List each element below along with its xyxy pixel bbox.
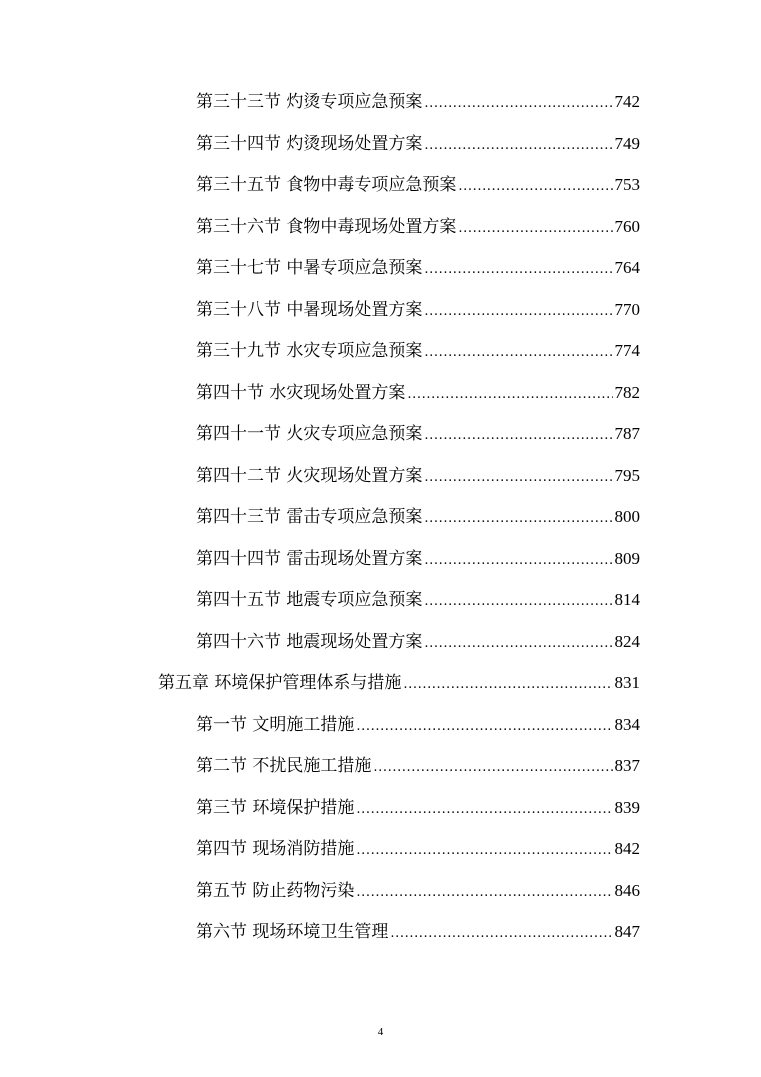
toc-entry[interactable] bbox=[196, 713, 640, 737]
toc-entry[interactable] bbox=[196, 298, 640, 322]
toc-entry-page: 842 bbox=[614, 839, 640, 858]
toc-entry-title: 第一节 文明施工措施 bbox=[196, 714, 355, 735]
toc-dot-leader bbox=[424, 509, 612, 529]
toc-entry-page: 831 bbox=[614, 673, 640, 692]
toc-entry[interactable] bbox=[196, 837, 640, 861]
toc-entry-title: 第四十五节 地震专项应急预案 bbox=[196, 590, 423, 610]
toc-dot-leader bbox=[390, 924, 612, 944]
toc-entry-page: 749 bbox=[614, 133, 640, 153]
toc-dot-leader bbox=[424, 94, 612, 114]
toc-dot-leader bbox=[458, 177, 612, 197]
toc-entry-page: 824 bbox=[614, 631, 640, 651]
toc-entry-page: 809 bbox=[614, 548, 640, 568]
toc-entry[interactable] bbox=[196, 381, 640, 405]
toc-entry[interactable] bbox=[196, 422, 640, 446]
toc-entry-page: 800 bbox=[614, 507, 640, 526]
toc-entry-title: 第三十七节 中暑专项应急预案 bbox=[196, 258, 423, 278]
toc-dot-leader bbox=[424, 551, 612, 571]
toc-entry[interactable] bbox=[196, 588, 640, 612]
toc-dot-leader bbox=[424, 468, 612, 488]
toc-entry-title: 第四十二节 火灾现场处置方案 bbox=[196, 465, 423, 486]
toc-dot-leader bbox=[407, 385, 612, 405]
toc-entry-title: 第二节 不扰民施工措施 bbox=[196, 756, 372, 776]
toc-entry[interactable] bbox=[196, 256, 640, 280]
toc-entry[interactable] bbox=[196, 505, 640, 529]
toc-dot-leader bbox=[424, 426, 612, 446]
toc-entry[interactable] bbox=[196, 464, 640, 488]
toc-entry-title: 第四节 现场消防措施 bbox=[196, 839, 355, 859]
toc-entry-page: 847 bbox=[614, 922, 640, 941]
toc-entry[interactable] bbox=[196, 754, 640, 778]
toc-entry-page: 764 bbox=[614, 258, 640, 277]
toc-entry[interactable] bbox=[196, 339, 640, 363]
toc-entry-title: 第四十四节 雷击现场处置方案 bbox=[196, 548, 423, 569]
toc-dot-leader bbox=[356, 841, 612, 861]
toc-dot-leader bbox=[424, 592, 612, 612]
toc-entry-title: 第三十四节 灼烫现场处置方案 bbox=[196, 133, 423, 154]
toc-dot-leader bbox=[424, 136, 612, 156]
toc-entry-page: 760 bbox=[614, 216, 640, 236]
toc-chapter-entry[interactable] bbox=[158, 671, 640, 695]
toc-dot-leader bbox=[356, 883, 612, 903]
toc-dot-leader bbox=[424, 634, 612, 654]
toc-entry-title: 第四十六节 地震现场处置方案 bbox=[196, 631, 423, 652]
toc-dot-leader bbox=[424, 343, 612, 363]
toc-entry-page: 839 bbox=[614, 797, 640, 817]
toc-entry[interactable] bbox=[196, 90, 640, 114]
toc-dot-leader bbox=[373, 758, 612, 778]
toc-entry-page: 774 bbox=[614, 341, 640, 360]
toc-entry-title: 第三十五节 食物中毒专项应急预案 bbox=[196, 175, 457, 195]
toc-entry[interactable] bbox=[196, 796, 640, 820]
toc-dot-leader bbox=[458, 219, 612, 239]
toc-entry-page: 770 bbox=[614, 299, 640, 319]
toc-entry[interactable] bbox=[196, 630, 640, 654]
toc-entry-title: 第六节 现场环境卫生管理 bbox=[196, 922, 389, 942]
toc-entry-title: 第三十三节 灼烫专项应急预案 bbox=[196, 92, 423, 112]
toc-entry-title: 第四十三节 雷击专项应急预案 bbox=[196, 507, 423, 527]
toc-entry-title: 第三十六节 食物中毒现场处置方案 bbox=[196, 216, 457, 237]
toc-entry-page: 837 bbox=[614, 756, 640, 775]
toc-entry-title: 第三十九节 水灾专项应急预案 bbox=[196, 341, 423, 361]
toc-entry[interactable] bbox=[196, 920, 640, 944]
toc-entry-page: 753 bbox=[614, 175, 640, 194]
toc-entry-page: 795 bbox=[614, 465, 640, 485]
toc-entry-title: 第四十一节 火灾专项应急预案 bbox=[196, 424, 423, 444]
page-number: 4 bbox=[377, 1026, 384, 1038]
toc-entry-page: 787 bbox=[614, 424, 640, 443]
toc-entry[interactable] bbox=[196, 879, 640, 903]
toc-entry-title: 第三节 环境保护措施 bbox=[196, 797, 355, 818]
toc-entry-title: 第四十节 水灾现场处置方案 bbox=[196, 382, 406, 403]
toc-entry[interactable] bbox=[196, 547, 640, 571]
toc-dot-leader bbox=[424, 302, 612, 322]
toc-entry-title: 第五章 环境保护管理体系与措施 bbox=[158, 673, 402, 693]
toc-dot-leader bbox=[356, 717, 612, 737]
toc-entry-page: 834 bbox=[614, 714, 640, 734]
toc-entry-page: 782 bbox=[614, 382, 640, 402]
toc-dot-leader bbox=[424, 260, 612, 280]
toc-dot-leader bbox=[403, 675, 612, 695]
toc-entry[interactable] bbox=[196, 215, 640, 239]
toc-entry-title: 第五节 防止药物污染 bbox=[196, 880, 355, 901]
toc-entry-page: 814 bbox=[614, 590, 640, 609]
toc-entry[interactable] bbox=[196, 132, 640, 156]
toc-entry[interactable] bbox=[196, 173, 640, 197]
toc-entry-page: 846 bbox=[614, 880, 640, 900]
toc-dot-leader bbox=[356, 800, 612, 820]
toc-entry-title: 第三十八节 中暑现场处置方案 bbox=[196, 299, 423, 320]
toc-entry-page: 742 bbox=[614, 92, 640, 111]
